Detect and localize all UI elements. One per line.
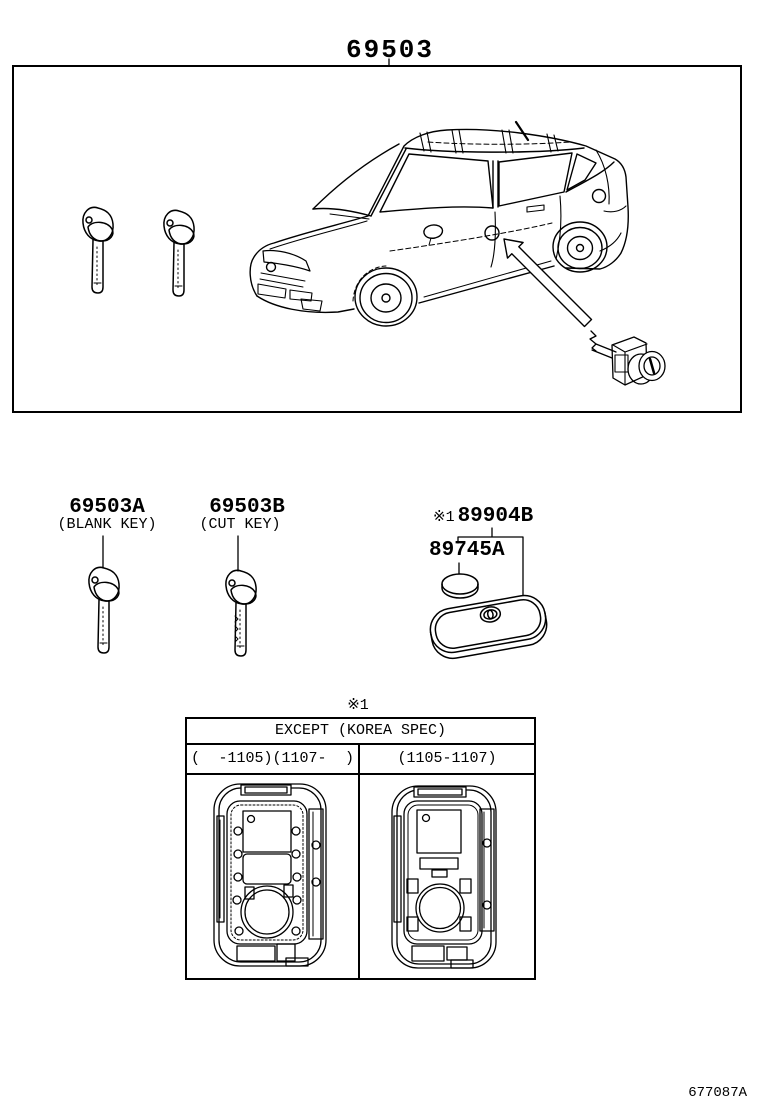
spec-col-early <box>187 745 358 773</box>
blank-key-drawing <box>89 567 119 653</box>
spec-table-header: EXCEPT (KOREA SPEC) <box>187 719 534 745</box>
transmitter-part-number: 89904B <box>457 505 534 528</box>
spec-cell-late-drawing-area <box>358 775 534 978</box>
battery-drawing <box>442 574 478 598</box>
battery-part-number: 89745A <box>429 539 505 562</box>
spec-table-columns <box>187 745 534 775</box>
main-illustration-frame <box>12 65 742 413</box>
transmitter-ref-mark: ※1 <box>433 509 455 526</box>
spec-col-early-range: -1105)(1107- <box>218 750 327 767</box>
spec-col-late: (1105-1107) <box>358 745 534 773</box>
paren-close: ) <box>344 750 354 767</box>
blank-key-caption: (BLANK KEY) <box>57 516 157 533</box>
cut-key-drawing <box>226 570 256 656</box>
main-part-number: 69503 <box>345 35 435 65</box>
spec-table-body <box>187 775 534 978</box>
cut-key-caption: (CUT KEY) <box>199 516 281 533</box>
spec-table <box>185 717 536 980</box>
spec-table-ref-mark: ※1 <box>347 697 369 714</box>
transmitter-part-label <box>433 506 533 528</box>
blank-key-part-number: 69503A <box>69 496 145 519</box>
cut-key-part-number: 69503B <box>209 496 285 519</box>
spec-cell-early-drawing-area <box>187 775 358 978</box>
paren-open: ( <box>191 750 201 767</box>
transmitter-drawing <box>427 592 550 661</box>
figure-code: 677087A <box>688 1085 747 1101</box>
